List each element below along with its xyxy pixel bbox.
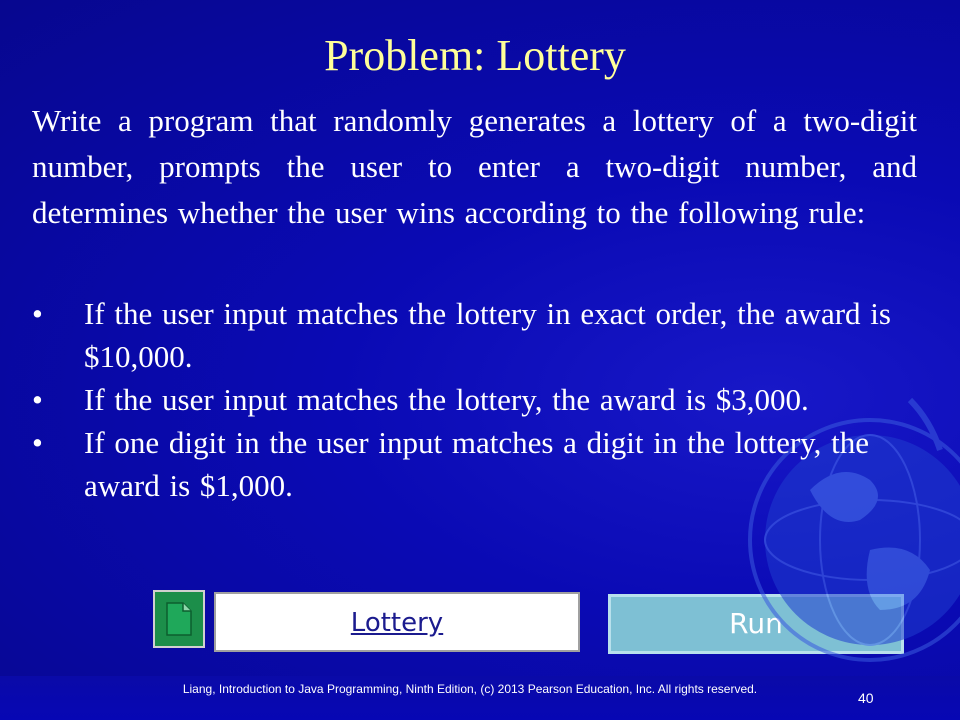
rule-item <box>32 292 892 378</box>
rule-text: If the user input matches the lottery in exact order, the award is $10,000. <box>84 296 891 374</box>
rule-item <box>32 378 892 421</box>
slide-page-number: 40 <box>858 690 874 706</box>
footer-citation: Liang, Introduction to Java Programming, Ninth Edition, (c) 2013 Pearson Education, Inc. All rights reserved. <box>182 682 758 696</box>
rules-list <box>32 292 892 507</box>
bullet-icon: • <box>32 425 43 460</box>
run-button[interactable]: Run <box>608 594 904 654</box>
rule-item <box>32 421 892 507</box>
rule-text: If one digit in the user input matches a digit in the lottery, the award is $1,000. <box>84 425 870 503</box>
rule-text: If the user input matches the lottery, the award is $3,000. <box>84 382 809 417</box>
bullet-icon: • <box>32 296 43 331</box>
source-file-button[interactable] <box>153 590 205 648</box>
lottery-source-link[interactable]: Lottery <box>350 608 444 638</box>
lottery-source-link-box <box>214 592 580 652</box>
bullet-icon: • <box>32 382 43 417</box>
problem-description: Write a program that randomly generates a lottery of a two-digit number, prompts the user to enter a two-digit number, and determines whether the user wins according to the following rule: <box>32 103 917 230</box>
slide-title: Problem: Lottery <box>324 31 626 80</box>
file-icon <box>165 601 193 637</box>
